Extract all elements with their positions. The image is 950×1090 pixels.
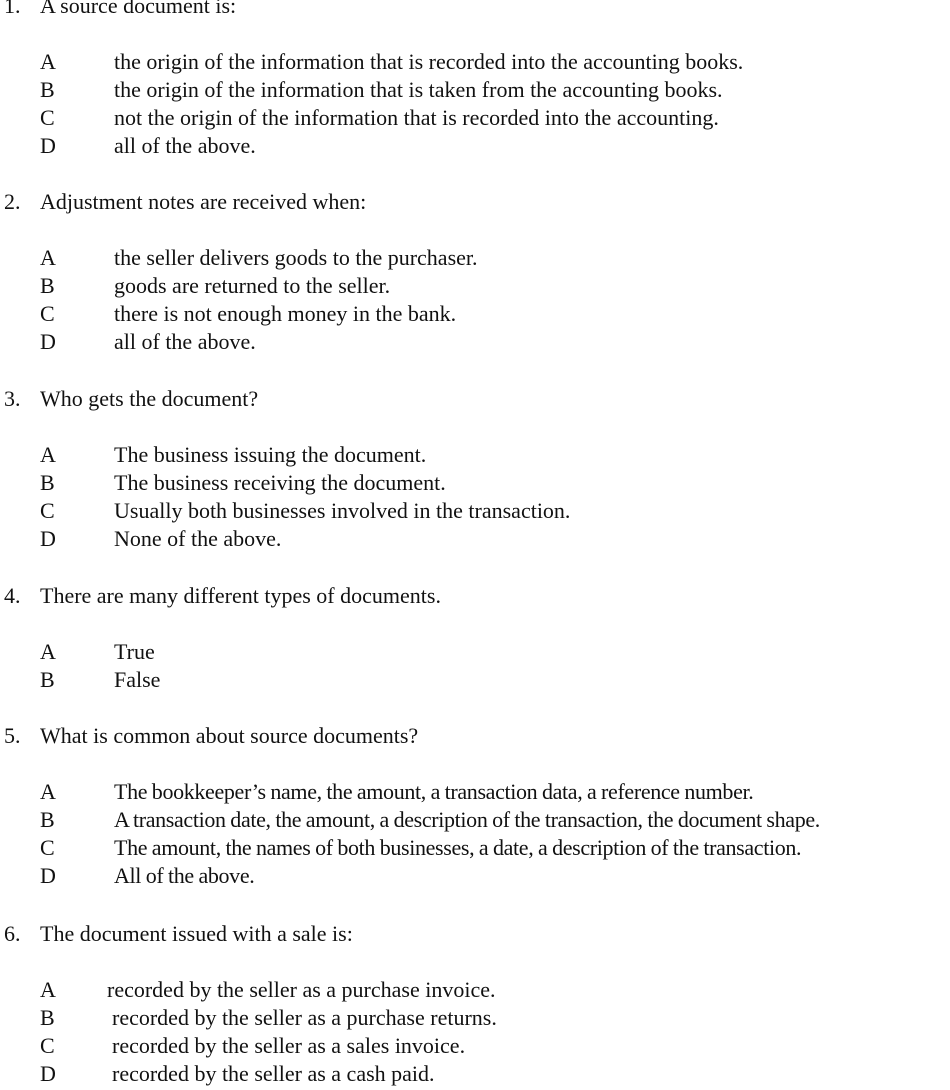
option-letter: C [40,105,55,130]
option-text: recorded by the seller as a cash paid. [112,1061,435,1086]
option-a[interactable] [0,778,950,806]
question-number: 3. [4,386,21,411]
option-letter: B [40,807,55,832]
option-list [0,638,950,694]
option-text: all of the above. [114,329,256,354]
option-text: The business issuing the document. [114,442,427,467]
option-letter: B [40,77,55,102]
option-a[interactable] [0,638,950,666]
option-a[interactable] [0,244,950,272]
option-letter: B [40,1005,55,1030]
option-letter: D [40,1061,56,1086]
option-b[interactable] [0,1004,950,1032]
option-text: The bookkeeper’s name, the amount, a transaction data, a reference number. [114,779,754,804]
option-b[interactable] [0,469,950,497]
option-text: All of the above. [114,863,255,888]
option-text: the origin of the information that is taken from the accounting books. [114,77,723,102]
question-text: The document issued with a sale is: [40,921,353,946]
option-text: The amount, the names of both businesses, a date, a description of the transaction. [114,835,802,860]
option-letter: D [40,133,56,158]
option-letter: A [40,245,56,270]
question-number: 2. [4,189,21,214]
option-d[interactable] [0,862,950,890]
option-list [0,48,950,160]
option-a[interactable] [0,441,950,469]
option-text: A transaction date, the amount, a description of the transaction, the document shape. [114,807,820,832]
option-d[interactable] [0,525,950,553]
option-text: the origin of the information that is recorded into the accounting books. [114,49,744,74]
option-letter: B [40,470,55,495]
question-text: Who gets the document? [40,386,259,411]
option-text: False [114,667,161,692]
option-letter: D [40,329,56,354]
option-a[interactable] [0,976,950,1004]
option-b[interactable] [0,806,950,834]
option-letter: A [40,442,56,467]
option-letter: C [40,498,55,523]
option-letter: C [40,835,55,860]
option-c[interactable] [0,300,950,328]
option-letter: A [40,779,56,804]
option-c[interactable] [0,834,950,862]
option-letter: A [40,49,56,74]
option-list [0,976,950,1088]
option-a[interactable] [0,48,950,76]
option-d[interactable] [0,328,950,356]
option-text: recorded by the seller as a purchase returns. [112,1005,497,1030]
option-list [0,441,950,553]
option-c[interactable] [0,104,950,132]
option-letter: C [40,301,55,326]
option-letter: D [40,526,56,551]
option-text: recorded by the seller as a sales invoice. [112,1033,466,1058]
option-list [0,244,950,356]
option-list [0,778,950,890]
question-number: 1. [4,0,21,18]
question-text: A source document is: [40,0,237,18]
option-text: there is not enough money in the bank. [114,301,457,326]
option-d[interactable] [0,132,950,160]
question-number: 4. [4,583,21,608]
option-text: None of the above. [114,526,282,551]
option-text: goods are returned to the seller. [114,273,391,298]
question-number: 5. [4,723,21,748]
option-text: The business receiving the document. [114,470,446,495]
option-text: True [114,639,155,664]
option-b[interactable] [0,272,950,300]
question-text: There are many different types of documents. [40,583,441,608]
option-letter: C [40,1033,55,1058]
option-b[interactable] [0,76,950,104]
option-text: recorded by the seller as a purchase invoice. [107,977,496,1002]
option-b[interactable] [0,666,950,694]
option-letter: A [40,639,56,664]
question-number: 6. [4,921,21,946]
option-letter: D [40,863,56,888]
option-text: not the origin of the information that is recorded into the accounting. [114,105,719,130]
question-text: What is common about source documents? [40,723,419,748]
option-text: Usually both businesses involved in the transaction. [114,498,571,523]
option-d[interactable] [0,1060,950,1088]
option-letter: A [40,977,56,1002]
option-text: all of the above. [114,133,256,158]
option-letter: B [40,667,55,692]
option-text: the seller delivers goods to the purchaser. [114,245,478,270]
option-letter: B [40,273,55,298]
question-text: Adjustment notes are received when: [40,189,367,214]
option-c[interactable] [0,497,950,525]
option-c[interactable] [0,1032,950,1060]
